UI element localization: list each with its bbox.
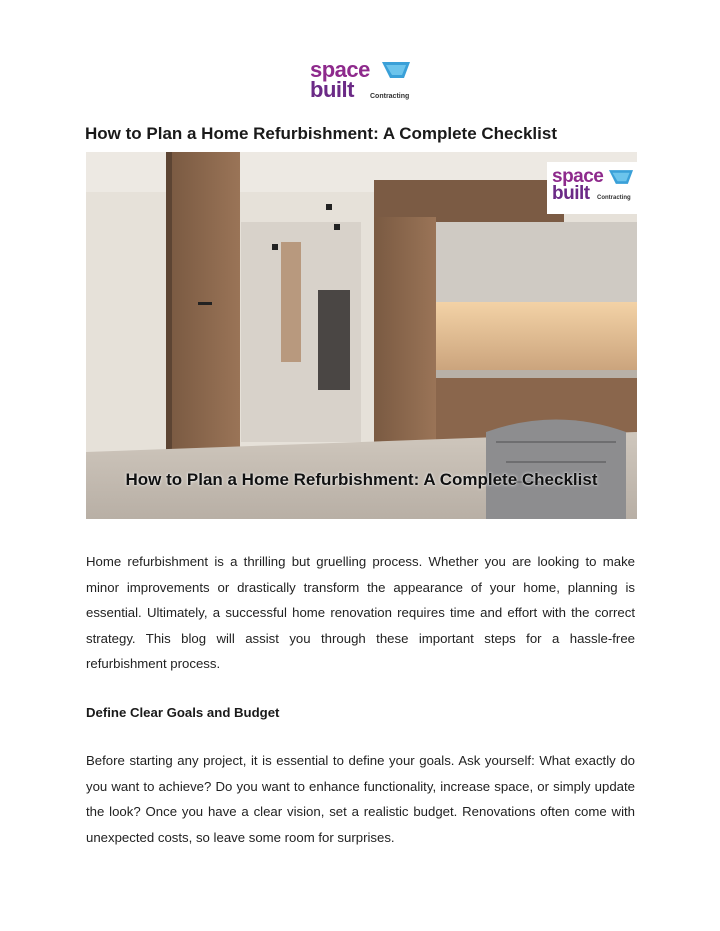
hero-brand-badge — [547, 162, 637, 214]
hero-image — [86, 152, 637, 519]
badge-word-built: built — [552, 183, 590, 204]
logo-word-space: space — [310, 57, 370, 82]
badge-flag-icon — [609, 170, 633, 184]
page-title: How to Plan a Home Refurbishment: A Complete Checklist — [85, 124, 557, 143]
logo-word-built: built — [310, 77, 354, 102]
intro-paragraph: Home refurbishment is a thrilling but gruelling process. Whether you are looking to make minor improvements or drastically transform the appearance of your home, planning is essential. Ultimately, a successful home renovation requires time and effort with the correct strategy. This blog will assist you through these important steps for a hassle-free refurbishment process. — [86, 554, 635, 671]
badge-tagline: Contracting — [597, 195, 631, 201]
hero-caption: How to Plan a Home Refurbishment: A Complete Checklist — [125, 470, 598, 489]
section-heading-goals: Define Clear Goals and Budget — [86, 705, 280, 720]
section-paragraph-goals: Before starting any project, it is essential to define your goals. Ask yourself: What exactly do you want to achieve? Do you want to enhance functionality, increase space, or simply update the look? Once you have a clear vision, set a realistic budget. Renovations often come with unexpected costs, so leave some room for surprises. — [86, 753, 635, 845]
badge-word-space: space — [552, 166, 604, 187]
logo-flag-icon — [382, 62, 410, 78]
brand-logo — [308, 57, 412, 106]
logo-tagline: Contracting — [370, 93, 410, 100]
